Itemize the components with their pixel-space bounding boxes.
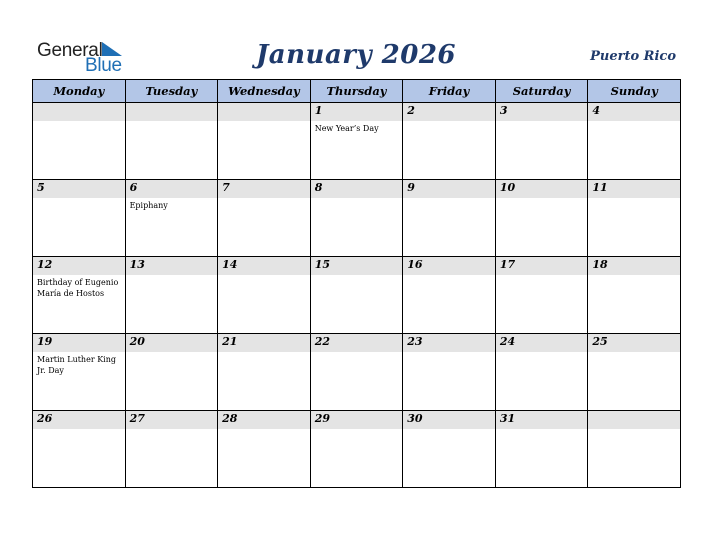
holiday-label xyxy=(403,429,495,431)
day-number: 13 xyxy=(126,257,218,275)
day-number: 15 xyxy=(311,257,403,275)
day-number: 29 xyxy=(311,411,403,429)
day-number: 14 xyxy=(218,257,310,275)
day-cell xyxy=(403,334,496,411)
weekday-header: Saturday xyxy=(495,80,588,103)
holiday-label xyxy=(126,429,218,431)
day-number: 10 xyxy=(496,180,588,198)
week-row xyxy=(33,180,681,257)
day-number: 9 xyxy=(403,180,495,198)
day-cell xyxy=(495,257,588,334)
day-cell xyxy=(588,334,681,411)
day-number: 19 xyxy=(33,334,125,352)
day-cell xyxy=(33,411,126,488)
holiday-label xyxy=(496,429,588,431)
day-cell xyxy=(310,103,403,180)
day-cell xyxy=(495,334,588,411)
holiday-label xyxy=(588,198,680,200)
day-cell xyxy=(495,180,588,257)
day-cell xyxy=(403,180,496,257)
holiday-label xyxy=(218,198,310,200)
day-cell xyxy=(403,257,496,334)
weekday-header: Friday xyxy=(403,80,496,103)
day-cell xyxy=(125,411,218,488)
holiday-label xyxy=(311,198,403,200)
day-number xyxy=(126,103,218,121)
day-number: 16 xyxy=(403,257,495,275)
day-cell xyxy=(218,103,311,180)
day-number: 21 xyxy=(218,334,310,352)
day-cell xyxy=(588,411,681,488)
holiday-label: Martin Luther King Jr. Day xyxy=(37,355,116,375)
holiday-label xyxy=(403,121,495,123)
day-cell xyxy=(310,180,403,257)
holiday-label xyxy=(33,429,125,431)
holiday-label xyxy=(496,275,588,277)
day-number: 4 xyxy=(588,103,680,121)
day-cell xyxy=(33,180,126,257)
logo-text-general: General xyxy=(37,40,103,61)
holiday-label xyxy=(588,429,680,431)
holiday-label xyxy=(126,121,218,123)
holiday-label: Epiphany xyxy=(129,201,168,210)
day-cell xyxy=(310,257,403,334)
holiday-label xyxy=(403,275,495,277)
holiday-label xyxy=(33,198,125,200)
day-number: 27 xyxy=(126,411,218,429)
day-number: 25 xyxy=(588,334,680,352)
holiday-label xyxy=(218,121,310,123)
day-cell xyxy=(125,103,218,180)
day-cell xyxy=(310,411,403,488)
day-number xyxy=(33,103,125,121)
day-cell xyxy=(403,411,496,488)
day-cell xyxy=(310,334,403,411)
region-label: Puerto Rico xyxy=(590,49,676,64)
day-number: 1 xyxy=(311,103,403,121)
day-number xyxy=(588,411,680,429)
day-number: 31 xyxy=(496,411,588,429)
logo-text-blue: Blue xyxy=(85,55,122,76)
day-cell xyxy=(588,180,681,257)
day-number: 5 xyxy=(33,180,125,198)
calendar-grid xyxy=(32,79,681,488)
holiday-label xyxy=(126,275,218,277)
day-number: 20 xyxy=(126,334,218,352)
day-number: 2 xyxy=(403,103,495,121)
holiday-label xyxy=(588,121,680,123)
holiday-label xyxy=(496,198,588,200)
weekday-header-row xyxy=(33,80,681,103)
week-row xyxy=(33,103,681,180)
holiday-label: New Year’s Day xyxy=(314,124,379,133)
day-number: 18 xyxy=(588,257,680,275)
holiday-label xyxy=(311,275,403,277)
holiday-label xyxy=(218,429,310,431)
holiday-label xyxy=(311,429,403,431)
weekday-header: Thursday xyxy=(310,80,403,103)
holiday-label: Birthday of Eugenio María de Hostos xyxy=(37,278,119,298)
day-number: 24 xyxy=(496,334,588,352)
day-cell xyxy=(218,411,311,488)
day-cell xyxy=(588,103,681,180)
week-row xyxy=(33,334,681,411)
day-number: 11 xyxy=(588,180,680,198)
holiday-label xyxy=(33,121,125,123)
day-cell xyxy=(125,257,218,334)
day-cell xyxy=(403,103,496,180)
holiday-label xyxy=(218,352,310,354)
day-cell xyxy=(495,411,588,488)
day-number: 3 xyxy=(496,103,588,121)
day-number: 30 xyxy=(403,411,495,429)
day-cell xyxy=(218,334,311,411)
day-cell xyxy=(218,257,311,334)
day-cell xyxy=(218,180,311,257)
holiday-label xyxy=(496,352,588,354)
weekday-header: Monday xyxy=(33,80,126,103)
calendar-title: January 2026 xyxy=(255,40,457,70)
day-cell xyxy=(33,257,126,334)
day-cell xyxy=(495,103,588,180)
day-number: 28 xyxy=(218,411,310,429)
day-cell xyxy=(125,334,218,411)
weekday-header: Wednesday xyxy=(218,80,311,103)
day-cell xyxy=(588,257,681,334)
weekday-header: Sunday xyxy=(588,80,681,103)
holiday-label xyxy=(588,275,680,277)
day-cell xyxy=(33,334,126,411)
day-number: 12 xyxy=(33,257,125,275)
day-cell xyxy=(33,103,126,180)
weekday-header: Tuesday xyxy=(125,80,218,103)
week-row xyxy=(33,411,681,488)
day-number: 22 xyxy=(311,334,403,352)
day-cell xyxy=(125,180,218,257)
day-number: 8 xyxy=(311,180,403,198)
day-number: 17 xyxy=(496,257,588,275)
holiday-label xyxy=(496,121,588,123)
holiday-label xyxy=(126,352,218,354)
day-number: 26 xyxy=(33,411,125,429)
holiday-label xyxy=(218,275,310,277)
day-number: 7 xyxy=(218,180,310,198)
holiday-label xyxy=(588,352,680,354)
week-row xyxy=(33,257,681,334)
day-number: 6 xyxy=(126,180,218,198)
day-number xyxy=(218,103,310,121)
holiday-label xyxy=(311,352,403,354)
day-number: 23 xyxy=(403,334,495,352)
holiday-label xyxy=(403,198,495,200)
holiday-label xyxy=(403,352,495,354)
